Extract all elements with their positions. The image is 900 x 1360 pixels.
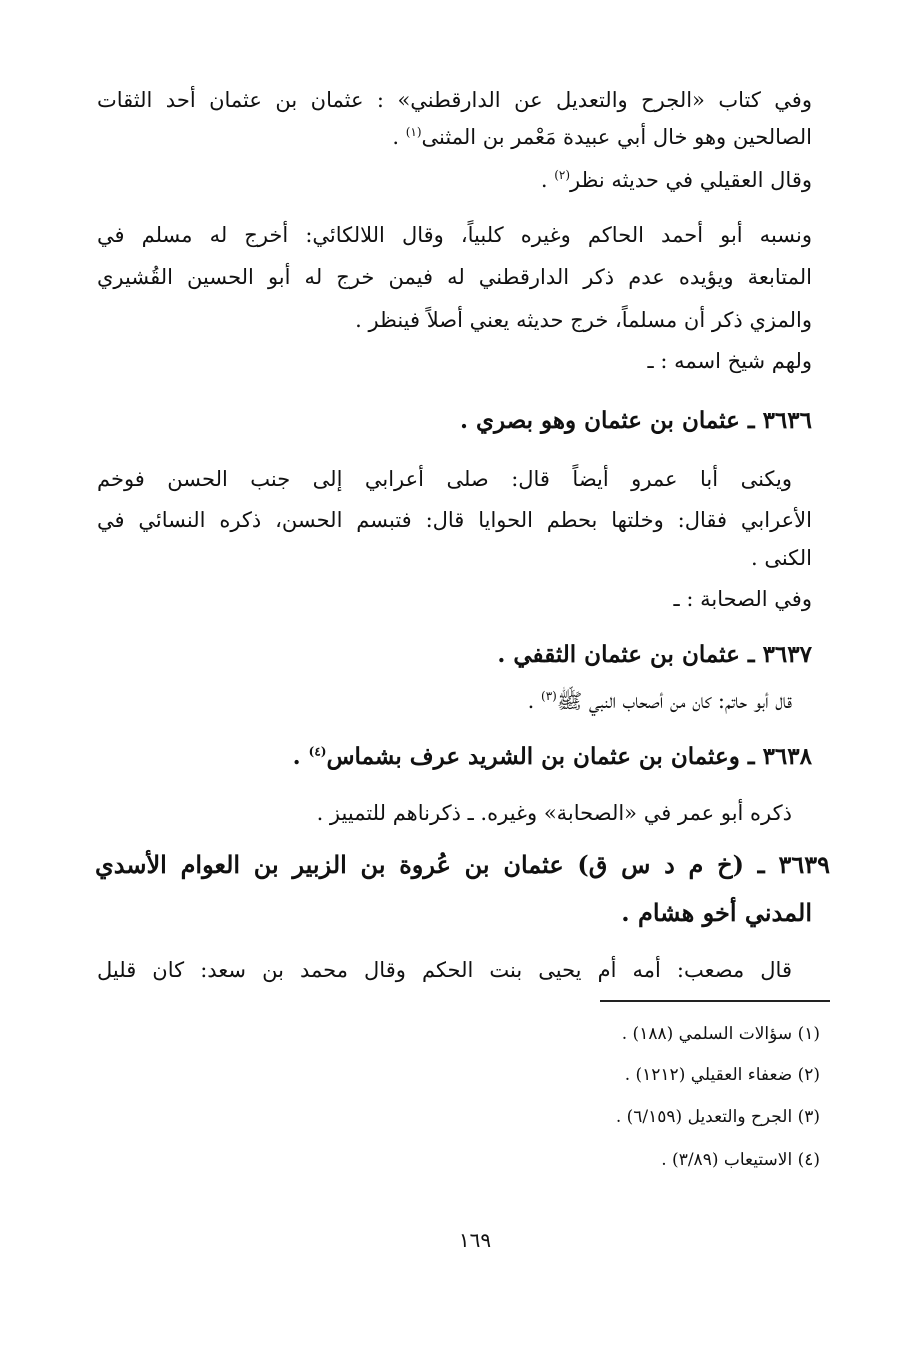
body-line	[97, 122, 812, 152]
body-line: الأعرابي فقال: وخلتها بحطم الحوايا قال: فتبسم الحسن، ذكره النسائي في	[97, 508, 812, 532]
body-line: ونسبه أبو أحمد الحاكم وغيره كلبياً، وقال اللالكائي: أخرج له مسلم في	[97, 223, 812, 247]
entry-heading-3636: ٣٦٣٦ ـ عثمان بن عثمان وهو بصري .	[459, 407, 812, 434]
body-line: والمزي ذكر أن مسلماً، خرج حديثه يعني أصلاً فينظر .	[355, 308, 812, 332]
body-line: ذكره أبو عمر في «الصحابة» وغيره. ـ ذكرناهم للتمييز .	[316, 801, 792, 825]
body-text: قال أبو حاتم: كان من أصحاب النبي ﷺ	[556, 689, 792, 713]
footnote: (٢) ضعفاء العقيلي (١٢١٢) .	[624, 1065, 820, 1085]
entry-heading-3639: ٣٦٣٩ ـ (خ م د س ق) عثمان بن عُروة بن الزبير بن العوام الأسدي	[95, 850, 830, 879]
entry-heading-3637: ٣٦٣٧ ـ عثمان بن عثمان الثقفي .	[497, 641, 812, 668]
entry-heading-3638	[97, 742, 812, 772]
body-line	[97, 686, 792, 716]
body-text: وقال العقيلي في حديثه نظر	[570, 168, 812, 192]
footnote: (٣) الجرح والتعديل (٦/١٥٩) .	[615, 1107, 820, 1127]
footnote-ref: (٤)	[308, 744, 327, 759]
footnote-ref: (٣)	[541, 689, 557, 703]
end-dot: .	[292, 743, 301, 770]
end-dot: .	[540, 168, 548, 192]
footnote-ref: (١)	[405, 125, 422, 139]
footnote-ref: (٢)	[554, 168, 571, 182]
body-line: ويكنى أبا عمرو أيضاً قال: صلى أعرابي إلى جنب الحسن فوخم	[97, 467, 792, 491]
footnote-separator	[600, 1000, 830, 1002]
footnote: (١) سؤالات السلمي (١٨٨) .	[621, 1024, 820, 1044]
body-line	[97, 165, 812, 195]
end-dot: .	[392, 125, 400, 149]
body-line: ولهم شيخ اسمه : ـ	[647, 349, 812, 373]
body-line: الكنى .	[750, 546, 812, 570]
heading-text: ٣٦٣٨ ـ وعثمان بن عثمان بن الشريد عرف بشماس	[326, 743, 812, 770]
page-number: ١٦٩	[458, 1228, 492, 1252]
entry-heading-3639-cont: المدني أخو هشام .	[621, 898, 812, 927]
body-text: الصالحين وهو خال أبي عبيدة مَعْمر بن المثنى	[421, 125, 812, 149]
body-line: المتابعة ويؤيده عدم ذكر الدارقطني له فيمن خرج له أبو الحسين القُشيري	[97, 265, 812, 289]
footnote: (٤) الاستيعاب (٣/٨٩) .	[661, 1150, 820, 1170]
body-line: وفي كتاب «الجرح والتعديل عن الدارقطني» : عثمان بن عثمان أحد الثقات	[97, 88, 812, 112]
end-dot: .	[527, 689, 535, 713]
body-line: قال مصعب: أمه أم يحيى بنت الحكم وقال محمد بن سعد: كان قليل	[97, 958, 792, 982]
body-line: وفي الصحابة : ـ	[673, 587, 812, 611]
